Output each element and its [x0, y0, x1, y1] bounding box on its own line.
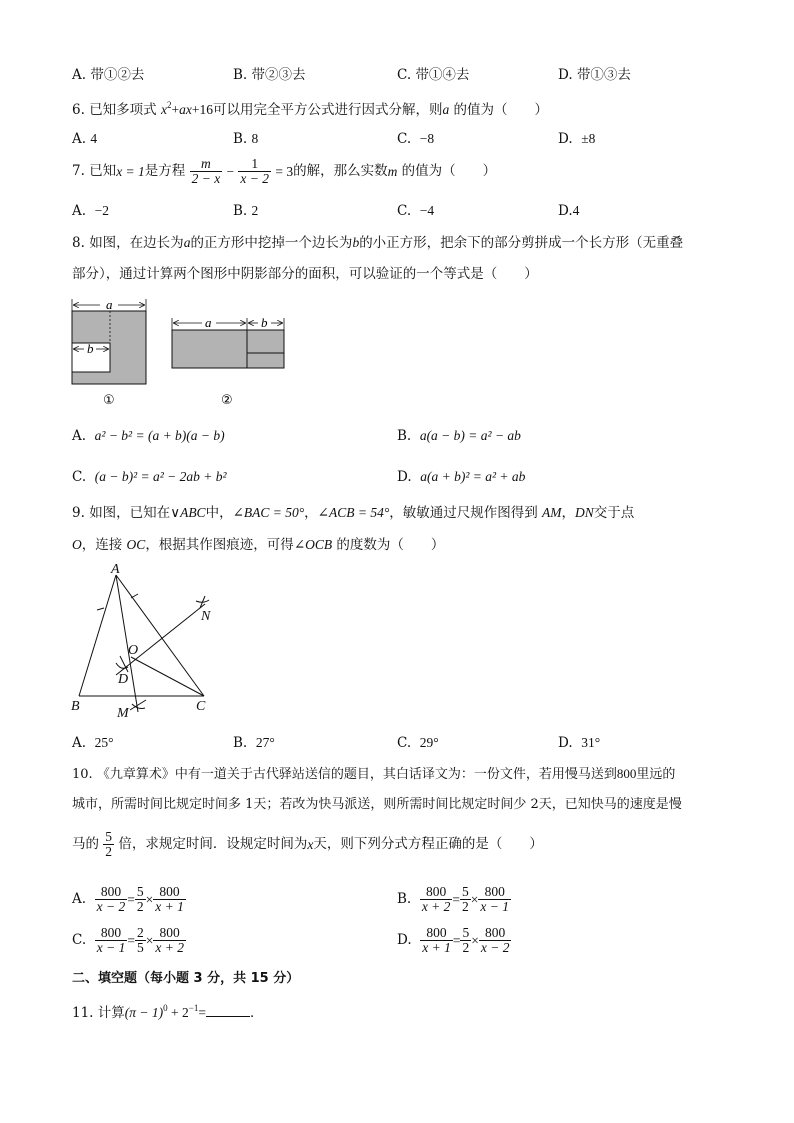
line-dn	[116, 604, 205, 675]
fig2-label-a: a	[205, 315, 212, 330]
q9-stem-line2	[72, 538, 444, 553]
option-text: a(a − b) = a² − ab	[419, 428, 521, 443]
fraction	[478, 885, 511, 914]
fraction	[420, 885, 453, 914]
option-letter: B.	[233, 203, 248, 219]
q6-option-b[interactable]	[233, 132, 258, 147]
q9-option-c[interactable]	[397, 736, 439, 751]
option-text: a(a + b)² = a² + ab	[420, 469, 526, 484]
frac-denominator: 2	[136, 899, 144, 915]
q8-option-c[interactable]	[72, 470, 227, 485]
stem-text: 里远的	[636, 767, 676, 782]
q10-stem-line2	[72, 798, 682, 811]
option-letter: B.	[233, 735, 248, 751]
option-text: −2	[94, 203, 110, 218]
frac-denominator: x + 1	[155, 899, 184, 915]
option-letter: A.	[72, 428, 87, 444]
fraction	[103, 830, 114, 859]
option-text: 4	[572, 203, 580, 218]
stem-text: 的值为（ ）	[453, 102, 549, 118]
option-text: 29°	[419, 735, 439, 750]
q7-stem	[72, 157, 496, 186]
option-text: (a − b)² = a² − 2ab + b²	[94, 469, 227, 484]
fig1-label-b: b	[87, 341, 94, 356]
option-letter: D.	[558, 131, 573, 147]
fraction	[135, 926, 146, 955]
math-op: ×	[471, 932, 479, 948]
option-letter: A.	[72, 203, 87, 219]
question-number: 9.	[72, 505, 85, 521]
stem-text: 的度数为（ ）	[336, 537, 445, 553]
q10-option-b[interactable]	[397, 885, 511, 914]
stem-text: 可以用完全平方公式进行因式分解，则	[212, 102, 443, 118]
frac-denominator: x + 2	[155, 940, 184, 956]
option-text: 带①③去	[576, 67, 631, 83]
question-number: 10.	[72, 767, 93, 782]
stem-text: 交于点	[593, 505, 635, 521]
q6-option-c[interactable]	[397, 132, 434, 147]
q8-option-b[interactable]	[397, 429, 521, 444]
stem-text: 是方程	[144, 162, 186, 179]
fraction	[95, 926, 128, 955]
math-var: a	[442, 102, 450, 117]
math-var: a	[183, 235, 191, 250]
frac-numerator: 800	[478, 885, 511, 900]
side-ab	[79, 575, 116, 696]
option-letter: A.	[72, 131, 87, 147]
math-expr: ∠OCB	[293, 537, 333, 552]
option-text: 31°	[581, 735, 601, 750]
q7-option-d[interactable]	[558, 204, 579, 219]
option-text: 4	[90, 131, 98, 146]
option-text: 8	[251, 131, 259, 146]
q5-option-b[interactable]	[233, 69, 306, 83]
option-letter: C.	[72, 469, 87, 485]
math-op: =	[127, 932, 135, 948]
option-text: 带①④去	[415, 67, 470, 83]
fraction	[153, 926, 186, 955]
fraction	[238, 157, 271, 186]
math-op: ×	[145, 891, 154, 907]
math-exp: 0	[163, 1003, 168, 1013]
fraction	[460, 885, 471, 914]
stem-text: ．	[249, 1005, 264, 1021]
stem-text: 的小正方形，把余下的部分剪拼成一个长方形（无重叠	[359, 235, 684, 251]
math-op: ×	[470, 891, 479, 907]
math-expr: ∠ACB = 54°	[317, 505, 390, 520]
stem-text: 已知多项式	[89, 102, 157, 118]
q7-option-b[interactable]	[233, 204, 258, 219]
option-letter: D.	[558, 203, 573, 219]
q8-option-a[interactable]	[72, 429, 225, 444]
stem-text: 《九章算术》中有一道关于古代驿站送信的题目，其白话译文为：一份文件，若用慢马送到	[96, 767, 617, 782]
option-text: 带①②去	[90, 67, 145, 83]
option-text: −4	[419, 203, 435, 218]
math-op: + 2	[167, 1005, 189, 1020]
option-letter: A.	[72, 735, 87, 751]
option-letter: B.	[233, 67, 248, 83]
stem-text: 中，	[205, 505, 233, 521]
q7-option-c[interactable]	[397, 204, 434, 219]
math-var: ax	[179, 102, 192, 117]
frac-numerator: 5	[105, 829, 113, 844]
math-expr: ∠BAC = 50°	[232, 505, 305, 520]
option-letter: C.	[72, 931, 87, 948]
frac-denominator: 2	[462, 899, 469, 915]
frac-numerator: 800	[153, 885, 186, 900]
section-heading: 二、填空题（每小题 3 分，共 15 分）	[72, 971, 300, 986]
option-text: 25°	[94, 735, 114, 750]
frac-denominator: x − 1	[480, 899, 510, 915]
stem-text: ，连接	[81, 537, 123, 553]
q8-figures	[60, 292, 300, 410]
frac-numerator: m	[190, 157, 223, 172]
option-letter: B.	[397, 890, 412, 907]
q9-option-b[interactable]	[233, 736, 275, 751]
stem-text: ，	[561, 505, 576, 521]
fig1-caption: ①	[103, 393, 115, 408]
frac-numerator: 2	[136, 925, 144, 940]
fraction	[153, 885, 186, 914]
frac-numerator: 800	[95, 885, 128, 900]
q10-option-d[interactable]	[397, 926, 511, 955]
question-number: 7.	[72, 162, 85, 179]
arc-mark	[120, 656, 128, 672]
stem-text: 的正方形中挖掉一个边长为	[190, 235, 353, 251]
question-number: 8.	[72, 235, 85, 251]
stem-text: 的解，那么实数	[293, 162, 388, 179]
math-var: b	[352, 235, 360, 250]
fraction	[190, 157, 223, 186]
option-letter: C.	[397, 735, 412, 751]
frac-denominator: x + 1	[422, 940, 451, 956]
math-op: =	[127, 891, 135, 907]
option-letter: C.	[397, 67, 412, 83]
frac-numerator: 800	[420, 885, 453, 900]
q5-option-d[interactable]	[558, 69, 631, 83]
label-m: M	[117, 706, 129, 721]
math-op: −	[226, 163, 235, 179]
fraction	[95, 885, 128, 914]
option-letter: A.	[72, 890, 87, 907]
option-letter: B.	[397, 428, 412, 444]
q6-stem	[72, 101, 548, 118]
math-var: DN	[575, 505, 594, 520]
frac-denominator: 5	[136, 940, 144, 956]
frac-denominator: x + 2	[421, 899, 451, 915]
frac-numerator: 1	[238, 157, 271, 172]
math-op: =	[452, 932, 461, 948]
math-expr: x = 1	[116, 163, 145, 179]
q10-option-a[interactable]	[72, 885, 186, 914]
answer-blank[interactable]	[206, 1004, 250, 1017]
frac-denominator: 2	[105, 844, 113, 860]
frac-numerator: 800	[153, 926, 186, 941]
stem-text: 马的	[72, 835, 99, 852]
math-var: x	[307, 836, 314, 852]
frac-numerator: 800	[95, 926, 128, 941]
frac-numerator: 800	[420, 926, 453, 941]
label-b: B	[71, 699, 80, 714]
q10-stem-line3	[72, 830, 543, 859]
q7-option-a[interactable]	[72, 204, 109, 219]
label-a: A	[111, 562, 120, 577]
stem-text: 如图，在边长为	[89, 235, 184, 251]
option-text: ±8	[581, 131, 596, 146]
frac-denominator: x − 1	[96, 940, 126, 956]
frac-denominator: 2 − x	[191, 171, 221, 187]
label-o: O	[128, 643, 139, 658]
math-var: AM	[542, 505, 562, 520]
option-letter: C.	[397, 131, 412, 147]
q5-option-c[interactable]	[397, 69, 469, 83]
math-expr: ∨ABC	[170, 505, 206, 520]
option-text: 27°	[255, 735, 275, 750]
math-op: =	[198, 1005, 206, 1020]
stem-text: ，根据其作图痕迹，可得	[145, 537, 294, 553]
stem-text: 城市，所需时间比规定时间多 1天；若改为快马派送，则所需时间比规定时间少 2天，已知快马的速度是慢	[72, 797, 682, 812]
q8-stem-line2	[72, 268, 538, 282]
frac-numerator: 800	[479, 926, 512, 941]
math-expr: (π − 1)	[124, 1005, 164, 1020]
q9-option-d[interactable]	[558, 736, 600, 751]
math-op: = 3	[275, 163, 294, 179]
arc-mark	[97, 608, 104, 610]
stem-text: 部分），通过计算两个图形中阴影部分的面积，可以验证的一个等式是（ ）	[72, 266, 538, 282]
q9-triangle-figure	[64, 560, 234, 725]
math-var: O	[72, 537, 82, 552]
fig2-label-b: b	[261, 315, 268, 330]
option-letter: C.	[397, 203, 412, 219]
frac-denominator: x − 2	[480, 940, 510, 956]
side-ac	[116, 575, 204, 696]
math-op: +16	[191, 102, 213, 117]
question-number: 11.	[72, 1005, 94, 1021]
stem-text: 倍，求规定时间．设规定时间为	[118, 835, 308, 852]
math-op: =	[452, 891, 461, 907]
label-c: C	[196, 699, 206, 714]
frac-denominator: 2	[462, 940, 470, 956]
option-letter: A.	[72, 67, 87, 83]
question-number: 6.	[72, 102, 85, 118]
stem-text: 的值为（ ）	[401, 162, 497, 179]
q10-option-c[interactable]	[72, 926, 186, 955]
option-text: 2	[251, 203, 259, 218]
fraction	[479, 926, 512, 955]
fig2-caption: ②	[221, 393, 233, 408]
q9-option-a[interactable]	[72, 736, 114, 751]
option-letter: D.	[397, 931, 412, 948]
q9-stem-line1	[72, 506, 634, 521]
frac-denominator: x − 2	[240, 171, 270, 187]
stem-text: 天，则下列分式方程正确的是（ ）	[313, 835, 543, 852]
stem-text: ，敏敏通过尺规作图得到	[389, 505, 538, 521]
fig1-label-a: a	[106, 297, 113, 312]
q11-stem	[72, 1004, 263, 1021]
stem-text: 已知	[89, 162, 117, 179]
option-text: 带②③去	[251, 67, 306, 83]
q6-option-d[interactable]	[558, 132, 595, 147]
frac-denominator: x − 2	[96, 899, 126, 915]
math-exp: 2	[166, 100, 172, 110]
frac-numerator: 5	[462, 925, 470, 940]
q8-stem-line1	[72, 236, 683, 251]
q5-option-a[interactable]	[72, 69, 144, 83]
option-text: a² − b² = (a + b)(a − b)	[94, 428, 225, 443]
math-op: ×	[145, 932, 154, 948]
math-exp: −1	[188, 1003, 199, 1013]
math-var: OC	[126, 537, 146, 552]
option-letter: D.	[397, 469, 412, 485]
math-var: x	[160, 102, 167, 117]
option-letter: D.	[558, 735, 573, 751]
fraction	[420, 926, 453, 955]
option-letter: D.	[558, 67, 573, 83]
line-oc	[131, 657, 204, 696]
stem-text: 计算	[97, 1005, 125, 1021]
stem-text: 如图，已知在	[89, 505, 171, 521]
math-op: +	[171, 102, 180, 117]
option-text: −8	[419, 131, 435, 146]
math-number: 800	[616, 766, 637, 781]
q6-option-a[interactable]	[72, 132, 97, 147]
label-n: N	[201, 609, 211, 624]
arc-mark	[131, 594, 138, 598]
q8-option-d[interactable]	[397, 470, 525, 485]
frac-numerator: 5	[136, 884, 144, 899]
fraction	[135, 885, 146, 914]
fraction	[460, 926, 471, 955]
math-var: m	[387, 163, 398, 179]
stem-text: ，	[304, 505, 318, 521]
option-letter: B.	[233, 131, 248, 147]
label-d: D	[118, 672, 129, 687]
frac-numerator: 5	[462, 884, 469, 899]
q10-stem-line1	[72, 767, 675, 781]
